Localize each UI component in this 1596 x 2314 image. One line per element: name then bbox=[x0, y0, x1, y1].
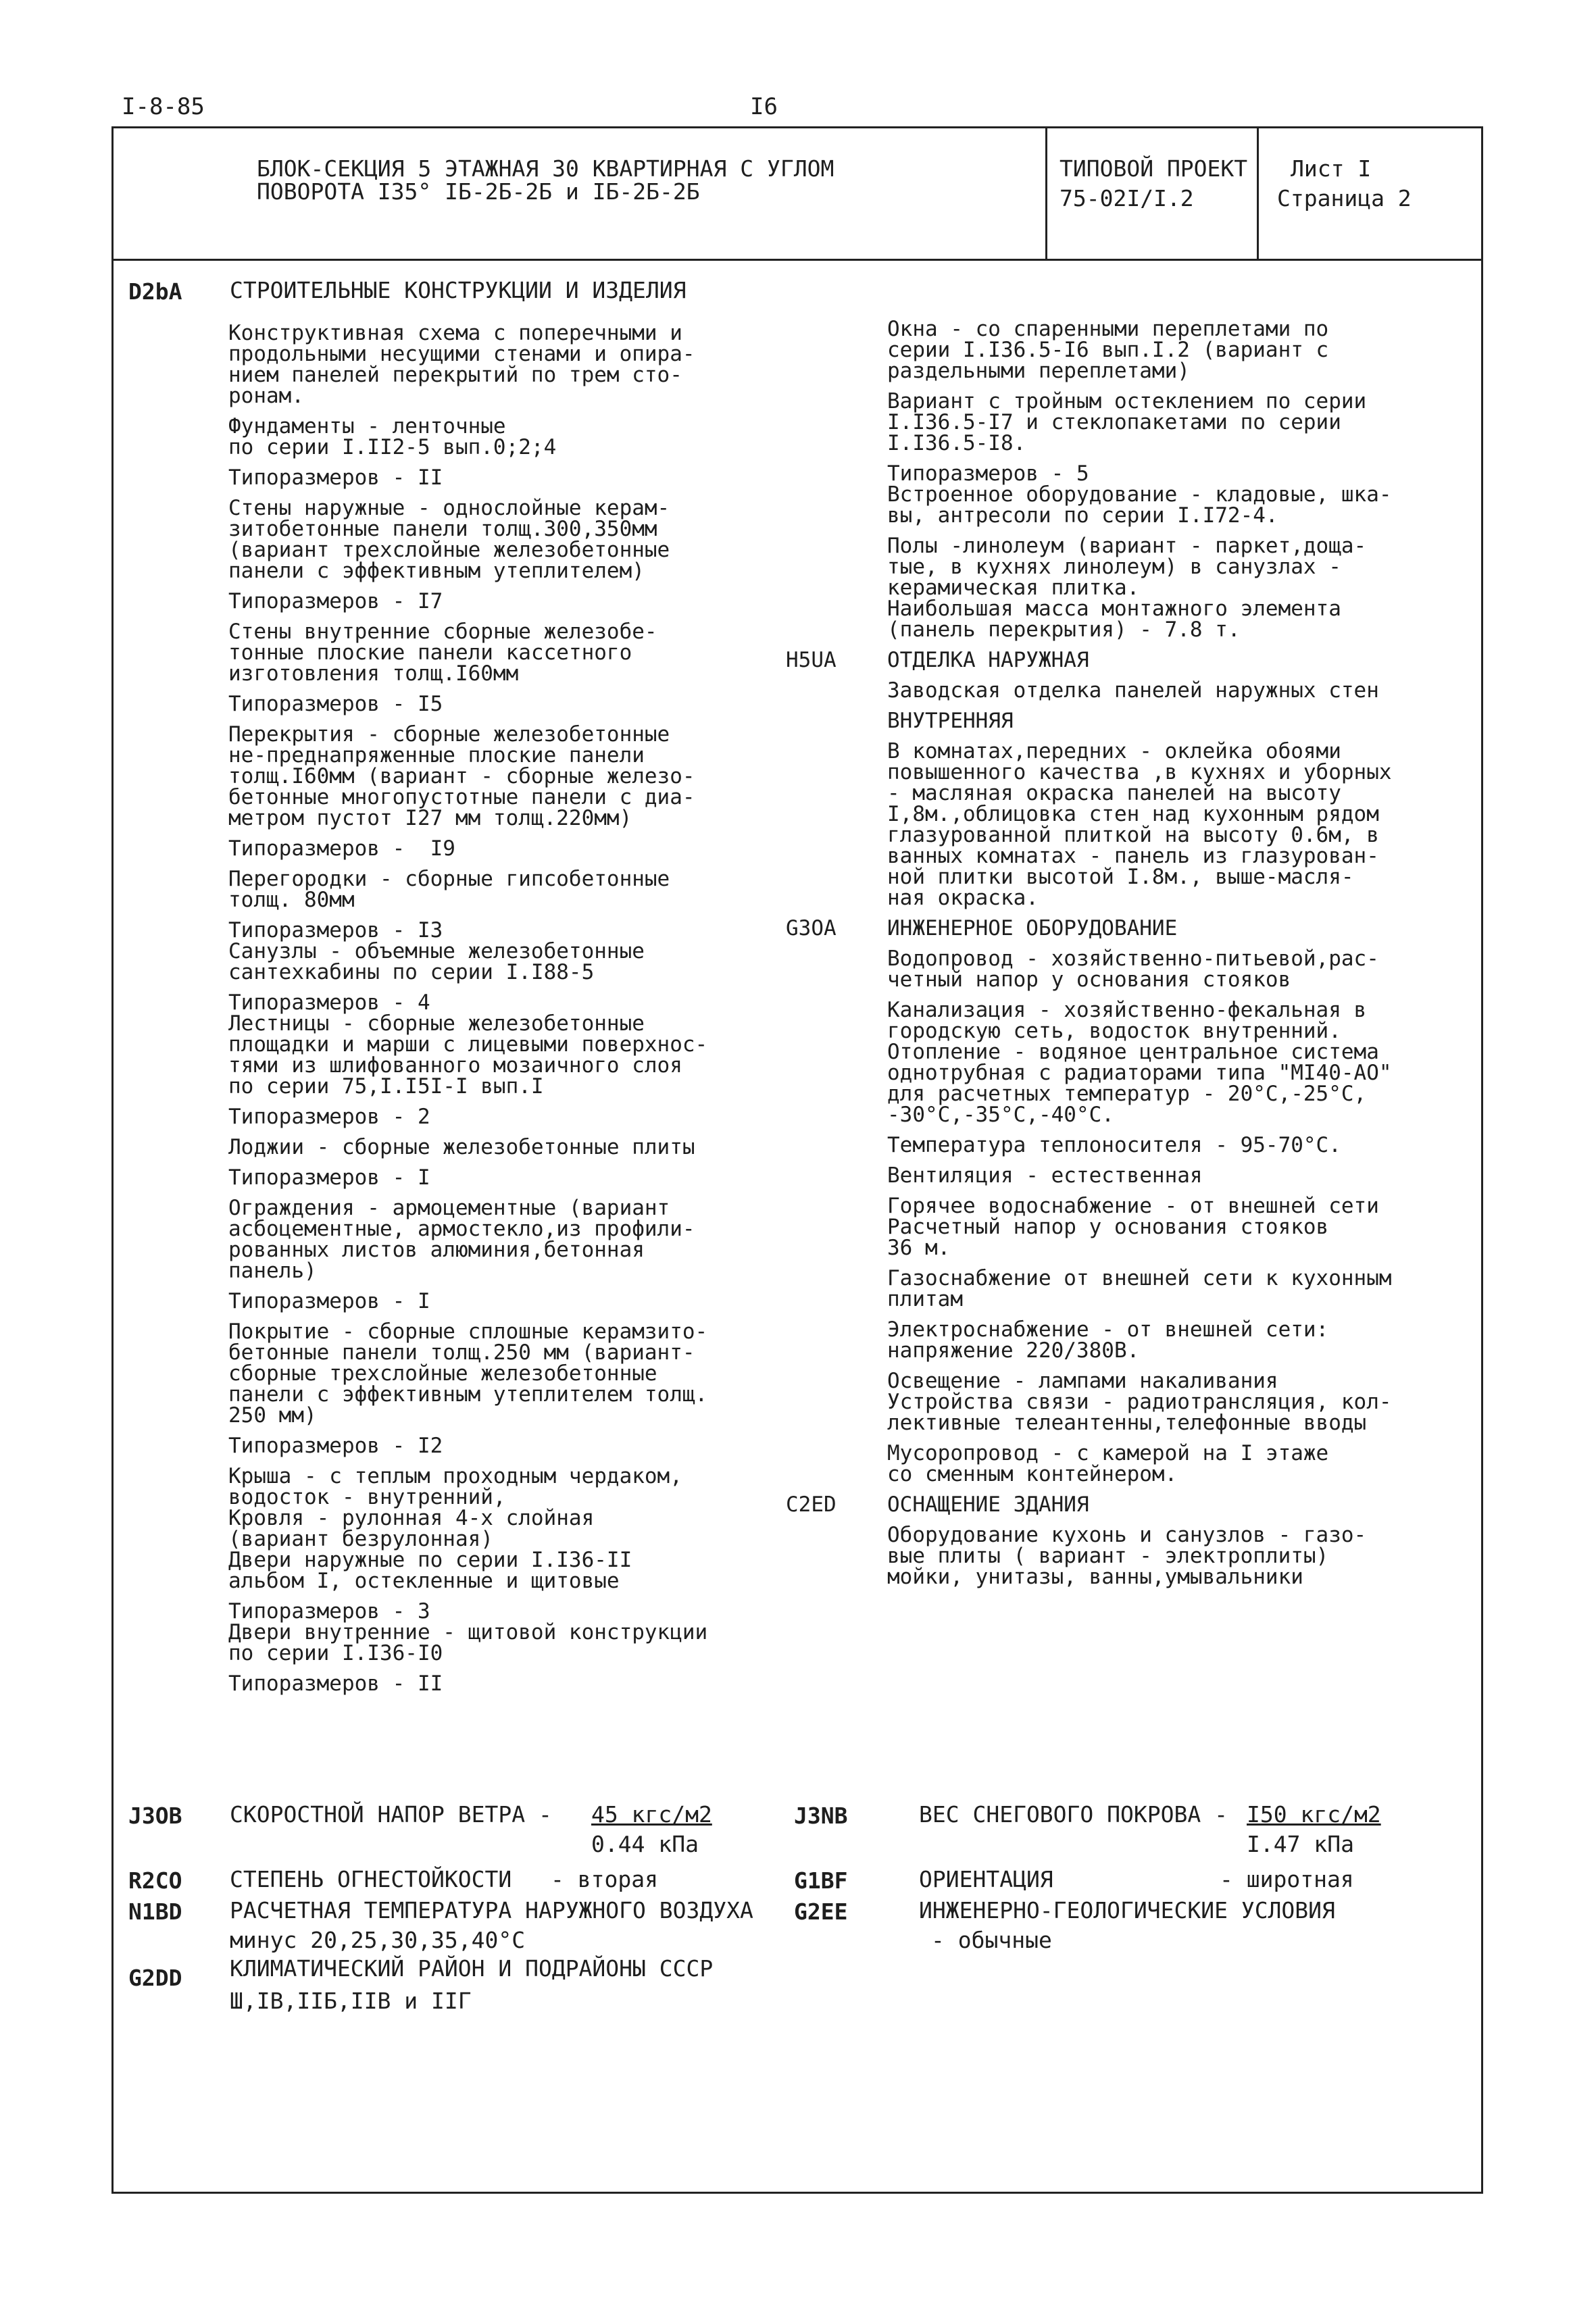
text-line: четный напор у основания стояков bbox=[887, 967, 1291, 992]
construction-paragraph bbox=[228, 1319, 762, 1428]
construction-paragraph bbox=[228, 1601, 762, 1664]
sheet-label: Лист I bbox=[1291, 155, 1372, 182]
text-line: 250 мм) bbox=[228, 1403, 317, 1428]
text-line: не-преднапряженные плоские панели bbox=[228, 743, 645, 768]
wind-value-1: 45 кгс/м2 bbox=[591, 1801, 712, 1828]
text-line: -30°С,-35°С,-40°С. bbox=[887, 1103, 1114, 1127]
text-line: Горячее водоснабжение - от внешней сети bbox=[887, 1194, 1379, 1218]
snow-label: ВЕС СНЕГОВОГО ПОКРОВА - bbox=[919, 1801, 1228, 1828]
text-line: Лестницы - сборные железобетонные bbox=[228, 1011, 645, 1036]
text-line: Встроенное оборудование - кладовые, шка- bbox=[887, 482, 1392, 507]
text-line: со сменным контейнером. bbox=[887, 1462, 1178, 1486]
text-line: Типоразмеров - I5 bbox=[228, 692, 443, 716]
equipment-paragraph bbox=[786, 1000, 1468, 1126]
text-line: сантехкабины по серии I.I88-5 bbox=[228, 960, 595, 984]
wind-code: J3OB bbox=[128, 1803, 182, 1829]
equipment-paragraph bbox=[786, 741, 1468, 909]
text-line: ной плитки высотой I.8м., выше-масля- bbox=[887, 865, 1354, 889]
equipment-paragraph bbox=[786, 1165, 1468, 1186]
text-line: ванных комнатах - панель из глазурован- bbox=[887, 844, 1379, 868]
climate-value: Ш,IВ,IIБ,IIВ и IIГ bbox=[230, 1988, 472, 2014]
orientation-value: - широтная bbox=[1220, 1866, 1354, 1892]
text-line: Типоразмеров - I2 bbox=[228, 1434, 443, 1458]
construction-paragraph bbox=[228, 468, 762, 488]
text-line: вы, антресоли по серии I.I72-4. bbox=[887, 503, 1278, 528]
construction-paragraph bbox=[228, 920, 762, 983]
text-line: Температура теплоносителя - 95-70°С. bbox=[887, 1133, 1341, 1157]
wind-label: СКОРОСТНОЙ НАПОР ВЕТРА - bbox=[230, 1801, 552, 1828]
construction-paragraph bbox=[228, 724, 762, 829]
section-code: G3OA bbox=[786, 916, 837, 940]
text-line: Стены наружные - однослойные керам- bbox=[228, 496, 670, 520]
text-line: нием панелей перекрытий по трем сто- bbox=[228, 363, 682, 387]
text-line: Водопровод - хозяйственно-питьевой,рас- bbox=[887, 947, 1379, 971]
text-line: ИНЖЕНЕРНОЕ ОБОРУДОВАНИЕ bbox=[887, 916, 1178, 940]
equipment-section-heading bbox=[786, 650, 1468, 671]
geology-label: ИНЖЕНЕРНО-ГЕОЛОГИЧЕСКИЕ УСЛОВИЯ bbox=[919, 1897, 1335, 1923]
text-line: по серии 75,I.I5I-I вып.I bbox=[228, 1074, 544, 1099]
text-line: однотрубная с радиаторами типа "МI40-АО" bbox=[887, 1061, 1392, 1085]
climate-code: G2DD bbox=[128, 1965, 182, 1991]
fire-label: СТЕПЕНЬ ОГНЕСТОЙКОСТИ bbox=[230, 1866, 512, 1892]
text-line: Перекрытия - сборные железобетонные bbox=[228, 722, 670, 747]
text-line: Перегородки - сборные гипсобетонные bbox=[228, 867, 670, 891]
text-line: (панель перекрытия) - 7.8 т. bbox=[887, 618, 1241, 642]
equipment-paragraph bbox=[786, 1371, 1468, 1434]
doc-code: I-8-85 bbox=[122, 93, 205, 120]
text-line: Двери наружные по серии I.I36-II bbox=[228, 1548, 632, 1572]
text-line: Типоразмеров - 2 bbox=[228, 1105, 430, 1129]
equipment-paragraph bbox=[786, 1268, 1468, 1310]
construction-paragraph bbox=[228, 1436, 762, 1457]
construction-paragraph bbox=[228, 1466, 762, 1592]
text-line: Покрытие - сборные сплошные керамзито- bbox=[228, 1319, 708, 1344]
fire-value: - вторая bbox=[551, 1866, 658, 1892]
text-line: Канализация - хозяйственно-фекальная в bbox=[887, 998, 1367, 1022]
equipment-paragraph bbox=[786, 1525, 1468, 1588]
project-label: ТИПОВОЙ ПРОЕКТ bbox=[1059, 155, 1248, 182]
text-line: Расчетный напор у основания стояков bbox=[887, 1215, 1329, 1239]
text-line: I,8м.,облицовка стен над кухонным рядом bbox=[887, 802, 1379, 826]
text-line: бетонные панели толщ.250 мм (вариант- bbox=[228, 1340, 695, 1365]
text-line: Типоразмеров - 3 bbox=[228, 1599, 430, 1624]
text-line: Кровля - рулонная 4-х слойная bbox=[228, 1506, 595, 1530]
equipment-list bbox=[786, 319, 1468, 1597]
text-line: раздельными переплетами) bbox=[887, 359, 1190, 383]
fire-code: R2CO bbox=[128, 1867, 182, 1894]
text-line: Типоразмеров - I7 bbox=[228, 589, 443, 613]
construction-list bbox=[228, 323, 762, 1704]
text-line: вые плиты ( вариант - электроплиты) bbox=[887, 1544, 1329, 1568]
text-line: Лоджии - сборные железобетонные плиты bbox=[228, 1135, 695, 1159]
construction-paragraph bbox=[228, 591, 762, 612]
section-code-construction: D2bA bbox=[128, 278, 182, 305]
snow-value-1: I50 кгс/м2 bbox=[1247, 1801, 1381, 1828]
page-number: I6 bbox=[750, 93, 778, 120]
text-line: глазурованной плиткой на высоту 0.6м, в bbox=[887, 823, 1379, 847]
construction-paragraph bbox=[228, 1291, 762, 1312]
text-line: городскую сеть, водосток внутренний. bbox=[887, 1019, 1341, 1043]
text-line: Крыша - с теплым проходным чердаком, bbox=[228, 1464, 682, 1488]
construction-paragraph bbox=[228, 838, 762, 859]
text-line: для расчетных температур - 20°С,-25°С, bbox=[887, 1082, 1367, 1106]
project-number: 75-02I/I.2 bbox=[1059, 185, 1194, 211]
equipment-paragraph bbox=[786, 463, 1468, 526]
snow-code: J3NB bbox=[794, 1803, 848, 1829]
text-line: I.I36.5-I7 и стеклопакетами по серии bbox=[887, 410, 1341, 434]
section-heading-construction: СТРОИТЕЛЬНЫЕ КОНСТРУКЦИИ И ИЗДЕЛИЯ bbox=[230, 277, 687, 303]
text-line: рованных листов алюминия,бетонная bbox=[228, 1238, 645, 1262]
text-line: ная окраска. bbox=[887, 886, 1039, 910]
temperature-code: N1BD bbox=[128, 1898, 182, 1925]
text-line: тями из шлифованного мозаичного слоя bbox=[228, 1053, 682, 1078]
title-line-2: ПОВОРОТА I35° IБ-2Б-2Б и IБ-2Б-2Б bbox=[257, 178, 700, 205]
text-line: Вариант с тройным остеклением по серии bbox=[887, 389, 1367, 413]
text-line: Типоразмеров - I9 bbox=[228, 836, 455, 861]
text-line: повышенного качества ,в кухнях и уборных bbox=[887, 760, 1392, 784]
equipment-section-heading bbox=[786, 1494, 1468, 1515]
construction-paragraph bbox=[228, 622, 762, 684]
text-line: ВНУТРЕННЯЯ bbox=[887, 709, 1014, 733]
construction-paragraph bbox=[228, 1107, 762, 1128]
text-line: Типоразмеров - II bbox=[228, 466, 443, 490]
text-line: Конструктивная схема с поперечными и bbox=[228, 321, 682, 345]
text-line: сборные трехслойные железобетонные bbox=[228, 1361, 657, 1386]
text-line: Отопление - водяное центральное система bbox=[887, 1040, 1379, 1064]
equipment-paragraph bbox=[786, 391, 1468, 454]
text-line: метром пустот I27 мм толщ.220мм) bbox=[228, 806, 632, 830]
text-line: Типоразмеров - 4 bbox=[228, 990, 430, 1015]
construction-paragraph bbox=[228, 1198, 762, 1282]
snow-value-2: I.47 кПа bbox=[1247, 1831, 1354, 1857]
temperature-value: минус 20,25,30,35,40°С bbox=[230, 1927, 526, 1953]
text-line: Наибольшая масса монтажного элемента bbox=[887, 597, 1341, 621]
section-code: H5UA bbox=[786, 648, 837, 672]
text-line: 36 м. bbox=[887, 1236, 951, 1260]
text-line: зитобетонные панели толщ.300,350мм bbox=[228, 517, 657, 541]
equipment-paragraph bbox=[786, 536, 1468, 640]
text-line: Полы -линолеум (вариант - паркет,доща- bbox=[887, 534, 1367, 558]
construction-paragraph bbox=[228, 992, 762, 1097]
text-line: Типоразмеров - 5 bbox=[887, 461, 1089, 486]
climate-label: КЛИМАТИЧЕСКИЙ РАЙОН И ПОДРАЙОНЫ СССР bbox=[230, 1955, 714, 1982]
text-line: тые, в кухнях линолеум) в санузлах - bbox=[887, 555, 1341, 579]
text-line: Фундаменты - ленточные bbox=[228, 414, 506, 438]
text-line: ОТДЕЛКА НАРУЖНАЯ bbox=[887, 648, 1089, 672]
text-line: изготовления толщ.I60мм bbox=[228, 661, 519, 686]
text-line: ОСНАЩЕНИЕ ЗДАНИЯ bbox=[887, 1492, 1089, 1517]
construction-paragraph bbox=[228, 416, 762, 458]
text-line: панель) bbox=[228, 1259, 317, 1283]
text-line: панели с эффективным утеплителем толщ. bbox=[228, 1382, 708, 1407]
text-line: Типоразмеров - I bbox=[228, 1165, 430, 1190]
construction-paragraph bbox=[228, 869, 762, 911]
text-line: напряжение 220/380В. bbox=[887, 1338, 1140, 1363]
text-line: В комнатах,передних - оклейка обоями bbox=[887, 739, 1341, 763]
text-line: Освещение - лампами накаливания bbox=[887, 1369, 1278, 1393]
text-line: по серии I.II2-5 вып.0;2;4 bbox=[228, 435, 557, 459]
text-line: плитам bbox=[887, 1287, 963, 1311]
text-line: толщ. 80мм bbox=[228, 888, 355, 912]
orientation-code: G1BF bbox=[794, 1867, 848, 1894]
section-code: C2ED bbox=[786, 1492, 837, 1517]
header-divider-1 bbox=[1045, 126, 1047, 259]
construction-paragraph bbox=[228, 1167, 762, 1188]
text-line: Двери внутренние - щитовой конструкции bbox=[228, 1620, 708, 1644]
text-line: продольными несущими стенами и опира- bbox=[228, 342, 695, 366]
text-line: тонные плоские панели кассетного bbox=[228, 640, 632, 665]
text-line: толщ.I60мм (вариант - сборные железо- bbox=[228, 764, 695, 788]
equipment-section-heading bbox=[786, 918, 1468, 939]
temperature-label: РАСЧЕТНАЯ ТЕМПЕРАТУРА НАРУЖНОГО ВОЗДУХА bbox=[230, 1897, 753, 1923]
header-bottom-rule bbox=[111, 259, 1483, 261]
equipment-paragraph bbox=[786, 711, 1468, 732]
text-line: Газоснабжение от внешней сети к кухонным bbox=[887, 1266, 1392, 1290]
construction-paragraph bbox=[228, 1671, 762, 1696]
header-divider-2 bbox=[1257, 126, 1259, 259]
text-line: Вентиляция - естественная bbox=[887, 1163, 1203, 1188]
text-line: мойки, унитазы, ванны,умывальники bbox=[887, 1565, 1303, 1589]
text-line: Ограждения - армоцементные (вариант bbox=[228, 1196, 670, 1220]
orientation-label: ОРИЕНТАЦИЯ bbox=[919, 1866, 1053, 1892]
equipment-paragraph bbox=[786, 319, 1468, 382]
text-line: водосток - внутренний, bbox=[228, 1485, 506, 1509]
text-line: Санузлы - объемные железобетонные bbox=[228, 939, 645, 963]
text-line: серии I.I36.5-I6 вып.I.2 (вариант с bbox=[887, 338, 1329, 362]
text-line: по серии I.I36-I0 bbox=[228, 1641, 443, 1665]
geology-code: G2EE bbox=[794, 1898, 848, 1925]
equipment-paragraph bbox=[786, 1319, 1468, 1361]
text-line: - масляная окраска панелей на высоту bbox=[887, 781, 1341, 805]
title-line-1: БЛОК-СЕКЦИЯ 5 ЭТАЖНАЯ 30 КВАРТИРНАЯ С УГЛОМ bbox=[257, 155, 834, 182]
equipment-paragraph bbox=[786, 1135, 1468, 1156]
text-line: (вариант трехслойные железобетонные bbox=[228, 538, 670, 562]
text-line: бетонные многопустотные панели с диа- bbox=[228, 785, 695, 809]
text-line: Стены внутренние сборные железобе- bbox=[228, 620, 657, 644]
construction-paragraph bbox=[228, 323, 762, 407]
text-line: Окна - со спаренными переплетами по bbox=[887, 317, 1329, 341]
equipment-paragraph bbox=[786, 1196, 1468, 1259]
text-line: (вариант безрулонная) bbox=[228, 1527, 493, 1551]
text-line: альбом I, остекленные и щитовые bbox=[228, 1569, 620, 1593]
geology-value: - обычные bbox=[931, 1927, 1052, 1953]
text-line: панели с эффективным утеплителем) bbox=[228, 559, 645, 583]
text-line: асбоцементные, армостекло,из профили- bbox=[228, 1217, 695, 1241]
text-line: Заводская отделка панелей наружных стен bbox=[887, 678, 1379, 703]
page-label: Страница 2 bbox=[1277, 185, 1412, 211]
equipment-paragraph bbox=[786, 949, 1468, 990]
equipment-paragraph bbox=[786, 680, 1468, 701]
construction-paragraph bbox=[228, 1137, 762, 1158]
text-line: Оборудование кухонь и санузлов - газо- bbox=[887, 1523, 1367, 1547]
text-line: Типоразмеров - II bbox=[228, 1671, 443, 1696]
text-line: лективные телеантенны,телефонные вводы bbox=[887, 1411, 1367, 1435]
text-line: Устройства связи - радиотрансляция, кол- bbox=[887, 1390, 1392, 1414]
text-line: I.I36.5-I8. bbox=[887, 431, 1026, 455]
construction-paragraph bbox=[228, 498, 762, 582]
text-line: керамическая плитка. bbox=[887, 576, 1140, 600]
wind-value-2: 0.44 кПа bbox=[591, 1831, 699, 1857]
text-line: ронам. bbox=[228, 384, 304, 408]
text-line: Типоразмеров - I bbox=[228, 1289, 430, 1313]
text-line: Мусоропровод - с камерой на I этаже bbox=[887, 1441, 1329, 1465]
text-line: площадки и марши с лицевыми поверхнос- bbox=[228, 1032, 708, 1057]
construction-paragraph bbox=[228, 694, 762, 715]
text-line: Типоразмеров - I3 bbox=[228, 918, 443, 942]
equipment-paragraph bbox=[786, 1443, 1468, 1485]
text-line: Электроснабжение - от внешней сети: bbox=[887, 1317, 1329, 1342]
